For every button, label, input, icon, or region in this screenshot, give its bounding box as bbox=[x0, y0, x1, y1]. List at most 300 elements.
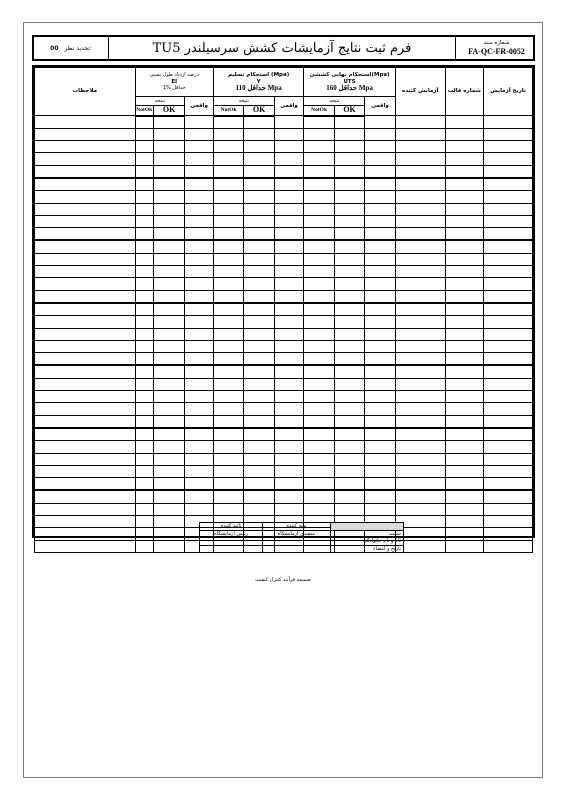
table-cell[interactable] bbox=[274, 141, 303, 153]
table-cell[interactable] bbox=[244, 290, 274, 303]
table-cell[interactable] bbox=[153, 153, 185, 165]
table-cell[interactable] bbox=[445, 253, 484, 265]
table-cell[interactable] bbox=[153, 316, 185, 328]
table-cell[interactable] bbox=[334, 215, 364, 227]
table-cell[interactable] bbox=[35, 165, 136, 178]
table-cell[interactable] bbox=[304, 178, 334, 191]
table-cell[interactable] bbox=[244, 415, 274, 428]
table-cell[interactable] bbox=[153, 290, 185, 303]
table-cell[interactable] bbox=[244, 128, 274, 140]
table-cell[interactable] bbox=[185, 365, 213, 378]
table-cell[interactable] bbox=[484, 540, 533, 552]
table-cell[interactable] bbox=[445, 203, 484, 215]
table-cell[interactable] bbox=[395, 278, 445, 290]
table-cell[interactable] bbox=[135, 215, 153, 227]
table-cell[interactable] bbox=[244, 391, 274, 403]
table-cell[interactable] bbox=[213, 490, 243, 503]
table-cell[interactable] bbox=[244, 316, 274, 328]
table-cell[interactable] bbox=[304, 191, 334, 203]
table-cell[interactable] bbox=[274, 453, 303, 465]
table-cell[interactable] bbox=[135, 316, 153, 328]
table-cell[interactable] bbox=[35, 540, 136, 552]
table-cell[interactable] bbox=[135, 365, 153, 378]
table-cell[interactable] bbox=[213, 228, 243, 241]
table-cell[interactable] bbox=[185, 340, 213, 352]
table-cell[interactable] bbox=[334, 266, 364, 278]
table-cell[interactable] bbox=[244, 116, 274, 129]
table-cell[interactable] bbox=[304, 215, 334, 227]
table-cell[interactable] bbox=[185, 403, 213, 415]
table-cell[interactable] bbox=[213, 453, 243, 465]
table-cell[interactable] bbox=[304, 240, 334, 253]
table-cell[interactable] bbox=[213, 316, 243, 328]
table-cell[interactable] bbox=[365, 453, 395, 465]
table-cell[interactable] bbox=[153, 228, 185, 241]
table-cell[interactable] bbox=[365, 428, 395, 441]
table-cell[interactable] bbox=[135, 253, 153, 265]
table-cell[interactable] bbox=[213, 378, 243, 390]
table-cell[interactable] bbox=[135, 278, 153, 290]
table-cell[interactable] bbox=[334, 391, 364, 403]
table-cell[interactable] bbox=[185, 178, 213, 191]
table-cell[interactable] bbox=[445, 490, 484, 503]
table-cell[interactable] bbox=[244, 490, 274, 503]
table-cell[interactable] bbox=[484, 203, 533, 215]
table-cell[interactable] bbox=[334, 290, 364, 303]
table-cell[interactable] bbox=[135, 178, 153, 191]
table-cell[interactable] bbox=[334, 353, 364, 366]
table-cell[interactable] bbox=[185, 391, 213, 403]
table-cell[interactable] bbox=[244, 178, 274, 191]
table-cell[interactable] bbox=[484, 253, 533, 265]
table-cell[interactable] bbox=[445, 540, 484, 552]
table-cell[interactable] bbox=[365, 278, 395, 290]
table-cell[interactable] bbox=[334, 203, 364, 215]
table-cell[interactable] bbox=[244, 165, 274, 178]
table-cell[interactable] bbox=[334, 465, 364, 477]
table-cell[interactable] bbox=[213, 191, 243, 203]
table-cell[interactable] bbox=[274, 240, 303, 253]
table-cell[interactable] bbox=[484, 278, 533, 290]
table-cell[interactable] bbox=[395, 453, 445, 465]
table-cell[interactable] bbox=[365, 215, 395, 227]
table-cell[interactable] bbox=[334, 328, 364, 340]
table-cell[interactable] bbox=[365, 503, 395, 515]
table-cell[interactable] bbox=[274, 503, 303, 515]
table-cell[interactable] bbox=[304, 403, 334, 415]
table-cell[interactable] bbox=[334, 378, 364, 390]
table-cell[interactable] bbox=[395, 490, 445, 503]
table-cell[interactable] bbox=[445, 191, 484, 203]
table-cell[interactable] bbox=[185, 191, 213, 203]
table-cell[interactable] bbox=[185, 316, 213, 328]
table-cell[interactable] bbox=[334, 303, 364, 316]
table-cell[interactable] bbox=[484, 116, 533, 129]
table-cell[interactable] bbox=[135, 465, 153, 477]
table-cell[interactable] bbox=[274, 340, 303, 352]
table-cell[interactable] bbox=[213, 253, 243, 265]
table-cell[interactable] bbox=[185, 266, 213, 278]
table-cell[interactable] bbox=[445, 278, 484, 290]
table-cell[interactable] bbox=[213, 391, 243, 403]
table-cell[interactable] bbox=[304, 165, 334, 178]
table-cell[interactable] bbox=[365, 116, 395, 129]
table-cell[interactable] bbox=[153, 403, 185, 415]
table-cell[interactable] bbox=[185, 453, 213, 465]
table-cell[interactable] bbox=[304, 478, 334, 491]
table-cell[interactable] bbox=[244, 403, 274, 415]
table-cell[interactable] bbox=[244, 465, 274, 477]
table-cell[interactable] bbox=[153, 165, 185, 178]
table-cell[interactable] bbox=[365, 316, 395, 328]
table-cell[interactable] bbox=[244, 278, 274, 290]
table-cell[interactable] bbox=[135, 141, 153, 153]
table-cell[interactable] bbox=[334, 428, 364, 441]
table-cell[interactable] bbox=[365, 403, 395, 415]
table-cell[interactable] bbox=[213, 465, 243, 477]
table-cell[interactable] bbox=[445, 516, 484, 528]
table-cell[interactable] bbox=[484, 316, 533, 328]
table-cell[interactable] bbox=[484, 353, 533, 366]
table-cell[interactable] bbox=[213, 353, 243, 366]
table-cell[interactable] bbox=[304, 128, 334, 140]
table-cell[interactable] bbox=[213, 240, 243, 253]
table-cell[interactable] bbox=[185, 141, 213, 153]
table-cell[interactable] bbox=[365, 441, 395, 453]
table-cell[interactable] bbox=[185, 215, 213, 227]
table-cell[interactable] bbox=[274, 253, 303, 265]
table-cell[interactable] bbox=[244, 478, 274, 491]
table-cell[interactable] bbox=[484, 290, 533, 303]
table-cell[interactable] bbox=[395, 353, 445, 366]
table-cell[interactable] bbox=[484, 165, 533, 178]
table-cell[interactable] bbox=[135, 428, 153, 441]
table-cell[interactable] bbox=[334, 278, 364, 290]
table-cell[interactable] bbox=[185, 240, 213, 253]
table-cell[interactable] bbox=[213, 215, 243, 227]
table-cell[interactable] bbox=[484, 340, 533, 352]
table-cell[interactable] bbox=[334, 228, 364, 241]
table-cell[interactable] bbox=[395, 290, 445, 303]
table-cell[interactable] bbox=[365, 353, 395, 366]
table-cell[interactable] bbox=[365, 191, 395, 203]
table-cell[interactable] bbox=[274, 328, 303, 340]
table-cell[interactable] bbox=[304, 328, 334, 340]
table-cell[interactable] bbox=[445, 415, 484, 428]
table-cell[interactable] bbox=[395, 141, 445, 153]
table-cell[interactable] bbox=[445, 178, 484, 191]
table-cell[interactable] bbox=[135, 303, 153, 316]
table-cell[interactable] bbox=[274, 428, 303, 441]
table-cell[interactable] bbox=[135, 503, 153, 515]
table-cell[interactable] bbox=[153, 353, 185, 366]
table-cell[interactable] bbox=[334, 415, 364, 428]
table-cell[interactable] bbox=[135, 391, 153, 403]
table-cell[interactable] bbox=[244, 303, 274, 316]
table-cell[interactable] bbox=[35, 278, 136, 290]
table-cell[interactable] bbox=[484, 516, 533, 528]
table-cell[interactable] bbox=[185, 128, 213, 140]
table-cell[interactable] bbox=[244, 503, 274, 515]
table-cell[interactable] bbox=[395, 191, 445, 203]
table-cell[interactable] bbox=[395, 428, 445, 441]
table-cell[interactable] bbox=[135, 328, 153, 340]
table-cell[interactable] bbox=[185, 153, 213, 165]
table-cell[interactable] bbox=[445, 266, 484, 278]
table-cell[interactable] bbox=[445, 453, 484, 465]
table-cell[interactable] bbox=[153, 278, 185, 290]
table-cell[interactable] bbox=[153, 453, 185, 465]
table-cell[interactable] bbox=[244, 453, 274, 465]
table-cell[interactable] bbox=[274, 128, 303, 140]
table-cell[interactable] bbox=[153, 428, 185, 441]
table-cell[interactable] bbox=[304, 303, 334, 316]
table-cell[interactable] bbox=[445, 353, 484, 366]
table-cell[interactable] bbox=[213, 478, 243, 491]
table-cell[interactable] bbox=[484, 191, 533, 203]
table-cell[interactable] bbox=[153, 528, 185, 540]
table-cell[interactable] bbox=[135, 116, 153, 129]
table-cell[interactable] bbox=[35, 353, 136, 366]
table-cell[interactable] bbox=[35, 116, 136, 129]
table-cell[interactable] bbox=[395, 228, 445, 241]
table-cell[interactable] bbox=[153, 203, 185, 215]
table-cell[interactable] bbox=[484, 153, 533, 165]
table-cell[interactable] bbox=[35, 316, 136, 328]
table-cell[interactable] bbox=[153, 215, 185, 227]
table-cell[interactable] bbox=[304, 203, 334, 215]
table-cell[interactable] bbox=[153, 465, 185, 477]
table-cell[interactable] bbox=[445, 153, 484, 165]
table-cell[interactable] bbox=[213, 165, 243, 178]
table-cell[interactable] bbox=[185, 490, 213, 503]
table-cell[interactable] bbox=[185, 478, 213, 491]
table-cell[interactable] bbox=[213, 178, 243, 191]
table-cell[interactable] bbox=[185, 278, 213, 290]
table-cell[interactable] bbox=[135, 191, 153, 203]
table-cell[interactable] bbox=[484, 403, 533, 415]
table-cell[interactable] bbox=[153, 441, 185, 453]
table-cell[interactable] bbox=[213, 441, 243, 453]
table-cell[interactable] bbox=[395, 128, 445, 140]
table-cell[interactable] bbox=[484, 266, 533, 278]
table-cell[interactable] bbox=[213, 128, 243, 140]
table-cell[interactable] bbox=[274, 116, 303, 129]
table-cell[interactable] bbox=[274, 215, 303, 227]
table-cell[interactable] bbox=[135, 240, 153, 253]
table-cell[interactable] bbox=[35, 415, 136, 428]
table-cell[interactable] bbox=[395, 116, 445, 129]
table-cell[interactable] bbox=[334, 441, 364, 453]
table-cell[interactable] bbox=[213, 503, 243, 515]
table-cell[interactable] bbox=[35, 203, 136, 215]
table-cell[interactable] bbox=[35, 391, 136, 403]
table-cell[interactable] bbox=[35, 191, 136, 203]
table-cell[interactable] bbox=[274, 391, 303, 403]
table-cell[interactable] bbox=[445, 141, 484, 153]
table-cell[interactable] bbox=[395, 316, 445, 328]
table-cell[interactable] bbox=[304, 441, 334, 453]
table-cell[interactable] bbox=[395, 503, 445, 515]
table-cell[interactable] bbox=[274, 441, 303, 453]
table-cell[interactable] bbox=[35, 490, 136, 503]
table-cell[interactable] bbox=[334, 453, 364, 465]
table-cell[interactable] bbox=[185, 253, 213, 265]
table-cell[interactable] bbox=[334, 478, 364, 491]
table-cell[interactable] bbox=[304, 503, 334, 515]
table-cell[interactable] bbox=[35, 178, 136, 191]
table-cell[interactable] bbox=[244, 191, 274, 203]
table-cell[interactable] bbox=[153, 478, 185, 491]
table-cell[interactable] bbox=[244, 215, 274, 227]
table-cell[interactable] bbox=[244, 428, 274, 441]
table-cell[interactable] bbox=[213, 153, 243, 165]
table-cell[interactable] bbox=[445, 391, 484, 403]
table-cell[interactable] bbox=[484, 365, 533, 378]
table-cell[interactable] bbox=[244, 240, 274, 253]
table-cell[interactable] bbox=[484, 428, 533, 441]
table-cell[interactable] bbox=[135, 165, 153, 178]
table-cell[interactable] bbox=[274, 278, 303, 290]
table-cell[interactable] bbox=[135, 490, 153, 503]
table-cell[interactable] bbox=[274, 465, 303, 477]
table-cell[interactable] bbox=[395, 266, 445, 278]
table-cell[interactable] bbox=[153, 328, 185, 340]
table-cell[interactable] bbox=[153, 365, 185, 378]
table-cell[interactable] bbox=[153, 253, 185, 265]
table-cell[interactable] bbox=[244, 340, 274, 352]
table-cell[interactable] bbox=[484, 391, 533, 403]
table-cell[interactable] bbox=[244, 228, 274, 241]
table-cell[interactable] bbox=[135, 153, 153, 165]
table-cell[interactable] bbox=[244, 141, 274, 153]
approved-name-cell[interactable] bbox=[200, 538, 263, 546]
table-cell[interactable] bbox=[365, 153, 395, 165]
table-cell[interactable] bbox=[213, 403, 243, 415]
table-cell[interactable] bbox=[334, 191, 364, 203]
table-cell[interactable] bbox=[445, 215, 484, 227]
table-cell[interactable] bbox=[35, 303, 136, 316]
table-cell[interactable] bbox=[135, 453, 153, 465]
table-cell[interactable] bbox=[244, 266, 274, 278]
table-cell[interactable] bbox=[304, 228, 334, 241]
table-cell[interactable] bbox=[35, 240, 136, 253]
table-cell[interactable] bbox=[365, 415, 395, 428]
table-cell[interactable] bbox=[274, 165, 303, 178]
table-cell[interactable] bbox=[35, 403, 136, 415]
table-cell[interactable] bbox=[304, 490, 334, 503]
table-cell[interactable] bbox=[213, 116, 243, 129]
table-cell[interactable] bbox=[185, 441, 213, 453]
table-cell[interactable] bbox=[153, 378, 185, 390]
table-cell[interactable] bbox=[153, 340, 185, 352]
table-cell[interactable] bbox=[135, 228, 153, 241]
table-cell[interactable] bbox=[185, 203, 213, 215]
table-cell[interactable] bbox=[185, 303, 213, 316]
table-cell[interactable] bbox=[304, 153, 334, 165]
table-cell[interactable] bbox=[153, 240, 185, 253]
table-cell[interactable] bbox=[35, 153, 136, 165]
table-cell[interactable] bbox=[445, 240, 484, 253]
table-cell[interactable] bbox=[445, 465, 484, 477]
table-cell[interactable] bbox=[35, 516, 136, 528]
table-cell[interactable] bbox=[334, 340, 364, 352]
table-cell[interactable] bbox=[395, 415, 445, 428]
table-cell[interactable] bbox=[35, 228, 136, 241]
table-cell[interactable] bbox=[395, 253, 445, 265]
table-cell[interactable] bbox=[153, 540, 185, 552]
table-cell[interactable] bbox=[395, 340, 445, 352]
prepared-sign-cell[interactable] bbox=[263, 545, 330, 553]
prepared-name-cell[interactable] bbox=[263, 538, 330, 546]
table-cell[interactable] bbox=[484, 453, 533, 465]
table-cell[interactable] bbox=[185, 353, 213, 366]
table-cell[interactable] bbox=[274, 203, 303, 215]
table-cell[interactable] bbox=[484, 328, 533, 340]
table-cell[interactable] bbox=[395, 165, 445, 178]
table-cell[interactable] bbox=[153, 503, 185, 515]
table-cell[interactable] bbox=[185, 503, 213, 515]
table-cell[interactable] bbox=[35, 365, 136, 378]
table-cell[interactable] bbox=[334, 240, 364, 253]
table-cell[interactable] bbox=[365, 228, 395, 241]
table-cell[interactable] bbox=[185, 378, 213, 390]
table-cell[interactable] bbox=[135, 266, 153, 278]
table-cell[interactable] bbox=[213, 328, 243, 340]
table-cell[interactable] bbox=[365, 465, 395, 477]
table-cell[interactable] bbox=[334, 503, 364, 515]
table-cell[interactable] bbox=[135, 441, 153, 453]
table-cell[interactable] bbox=[445, 503, 484, 515]
table-cell[interactable] bbox=[35, 441, 136, 453]
table-cell[interactable] bbox=[334, 490, 364, 503]
table-cell[interactable] bbox=[334, 128, 364, 140]
table-cell[interactable] bbox=[274, 228, 303, 241]
table-cell[interactable] bbox=[484, 240, 533, 253]
table-cell[interactable] bbox=[274, 378, 303, 390]
table-cell[interactable] bbox=[445, 403, 484, 415]
table-cell[interactable] bbox=[35, 266, 136, 278]
table-cell[interactable] bbox=[244, 253, 274, 265]
table-cell[interactable] bbox=[185, 465, 213, 477]
table-cell[interactable] bbox=[304, 340, 334, 352]
approved-sign-cell[interactable] bbox=[200, 545, 263, 553]
table-cell[interactable] bbox=[35, 328, 136, 340]
table-cell[interactable] bbox=[274, 316, 303, 328]
table-cell[interactable] bbox=[153, 266, 185, 278]
table-cell[interactable] bbox=[445, 316, 484, 328]
table-cell[interactable] bbox=[244, 378, 274, 390]
table-cell[interactable] bbox=[35, 528, 136, 540]
table-cell[interactable] bbox=[365, 141, 395, 153]
table-cell[interactable] bbox=[484, 528, 533, 540]
table-cell[interactable] bbox=[395, 153, 445, 165]
table-cell[interactable] bbox=[153, 178, 185, 191]
table-cell[interactable] bbox=[445, 441, 484, 453]
table-cell[interactable] bbox=[185, 165, 213, 178]
table-cell[interactable] bbox=[365, 178, 395, 191]
table-cell[interactable] bbox=[135, 403, 153, 415]
table-cell[interactable] bbox=[213, 141, 243, 153]
table-cell[interactable] bbox=[244, 153, 274, 165]
table-cell[interactable] bbox=[35, 340, 136, 352]
table-cell[interactable] bbox=[35, 253, 136, 265]
table-cell[interactable] bbox=[35, 453, 136, 465]
table-cell[interactable] bbox=[395, 403, 445, 415]
table-cell[interactable] bbox=[213, 428, 243, 441]
table-cell[interactable] bbox=[395, 328, 445, 340]
table-cell[interactable] bbox=[304, 391, 334, 403]
